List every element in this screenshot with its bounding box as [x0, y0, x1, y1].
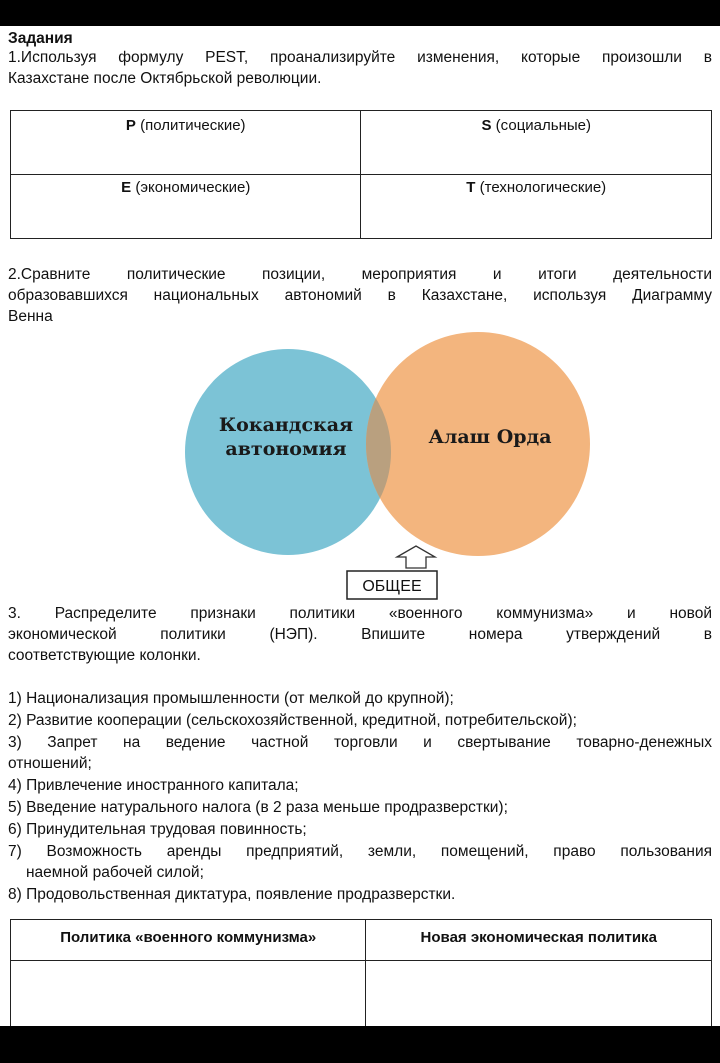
pest-table [10, 110, 712, 239]
policy-table [10, 919, 712, 1026]
pest-cell-e: E (экономические) [11, 175, 361, 239]
policy-cell-nep [366, 961, 712, 1027]
policy-col-nep: Новая экономическая политика [366, 920, 712, 961]
list-item: отношений; [8, 755, 92, 772]
task3-line2: экономической политики (НЭП). Впишите номера утверждений в [8, 626, 712, 643]
task2-line3: Венна [8, 308, 53, 325]
task2-line2: образовавшихся национальных автономий в Казахстане, используя Диаграмму [8, 287, 712, 304]
task2-line1: 2.Сравните политические позиции, мероприятия и итоги деятельности [8, 266, 712, 283]
pest-cell-s: S (социальные) [361, 111, 712, 175]
list-item: 7) Возможность аренды предприятий, земли, помещений, право пользования [8, 843, 712, 860]
task3-line3: соответствующие колонки. [8, 647, 201, 664]
list-item: 2) Развитие кооперации (сельскохозяйственной, кредитной, потребительской); [8, 712, 577, 729]
task3-line1: 3. Распределите признаки политики «военного коммунизма» и новой [8, 605, 712, 622]
policy-cell-war-communism [11, 961, 366, 1027]
pest-cell-p: P (политические) [11, 111, 361, 175]
task1-line1: 1.Используя формулу PEST, проанализируйте изменения, которые произошли в [8, 49, 712, 66]
task1-line2: Казахстане после Октябрьской революции. [8, 70, 322, 87]
venn-label-alash: Алаш Орда [428, 426, 552, 448]
list-item: 1) Национализация промышленности (от мелкой до крупной); [8, 690, 454, 707]
pest-cell-t: T (технологические) [361, 175, 712, 239]
arrow-up-icon [397, 546, 435, 568]
common-label: ОБЩЕЕ [362, 578, 422, 595]
document-page [0, 26, 720, 1026]
venn-label-kokand-1: Кокандская [218, 414, 354, 436]
list-item: 6) Принудительная трудовая повинность; [8, 821, 307, 838]
list-item: 4) Привлечение иностранного капитала; [8, 777, 299, 794]
list-item: 5) Введение натурального налога (в 2 раза меньше продразверстки); [8, 799, 508, 816]
list-item: 3) Запрет на ведение частной торговли и свертывание товарно-денежных [8, 734, 712, 751]
list-item: наемной рабочей силой; [26, 864, 204, 881]
policy-col-war-communism: Политика «военного коммунизма» [11, 920, 366, 961]
list-item: 8) Продовольственная диктатура, появление продразверстки. [8, 886, 456, 903]
venn-label-kokand-2: автономия [225, 438, 347, 460]
venn-diagram [0, 326, 720, 611]
heading: Задания [8, 30, 73, 47]
